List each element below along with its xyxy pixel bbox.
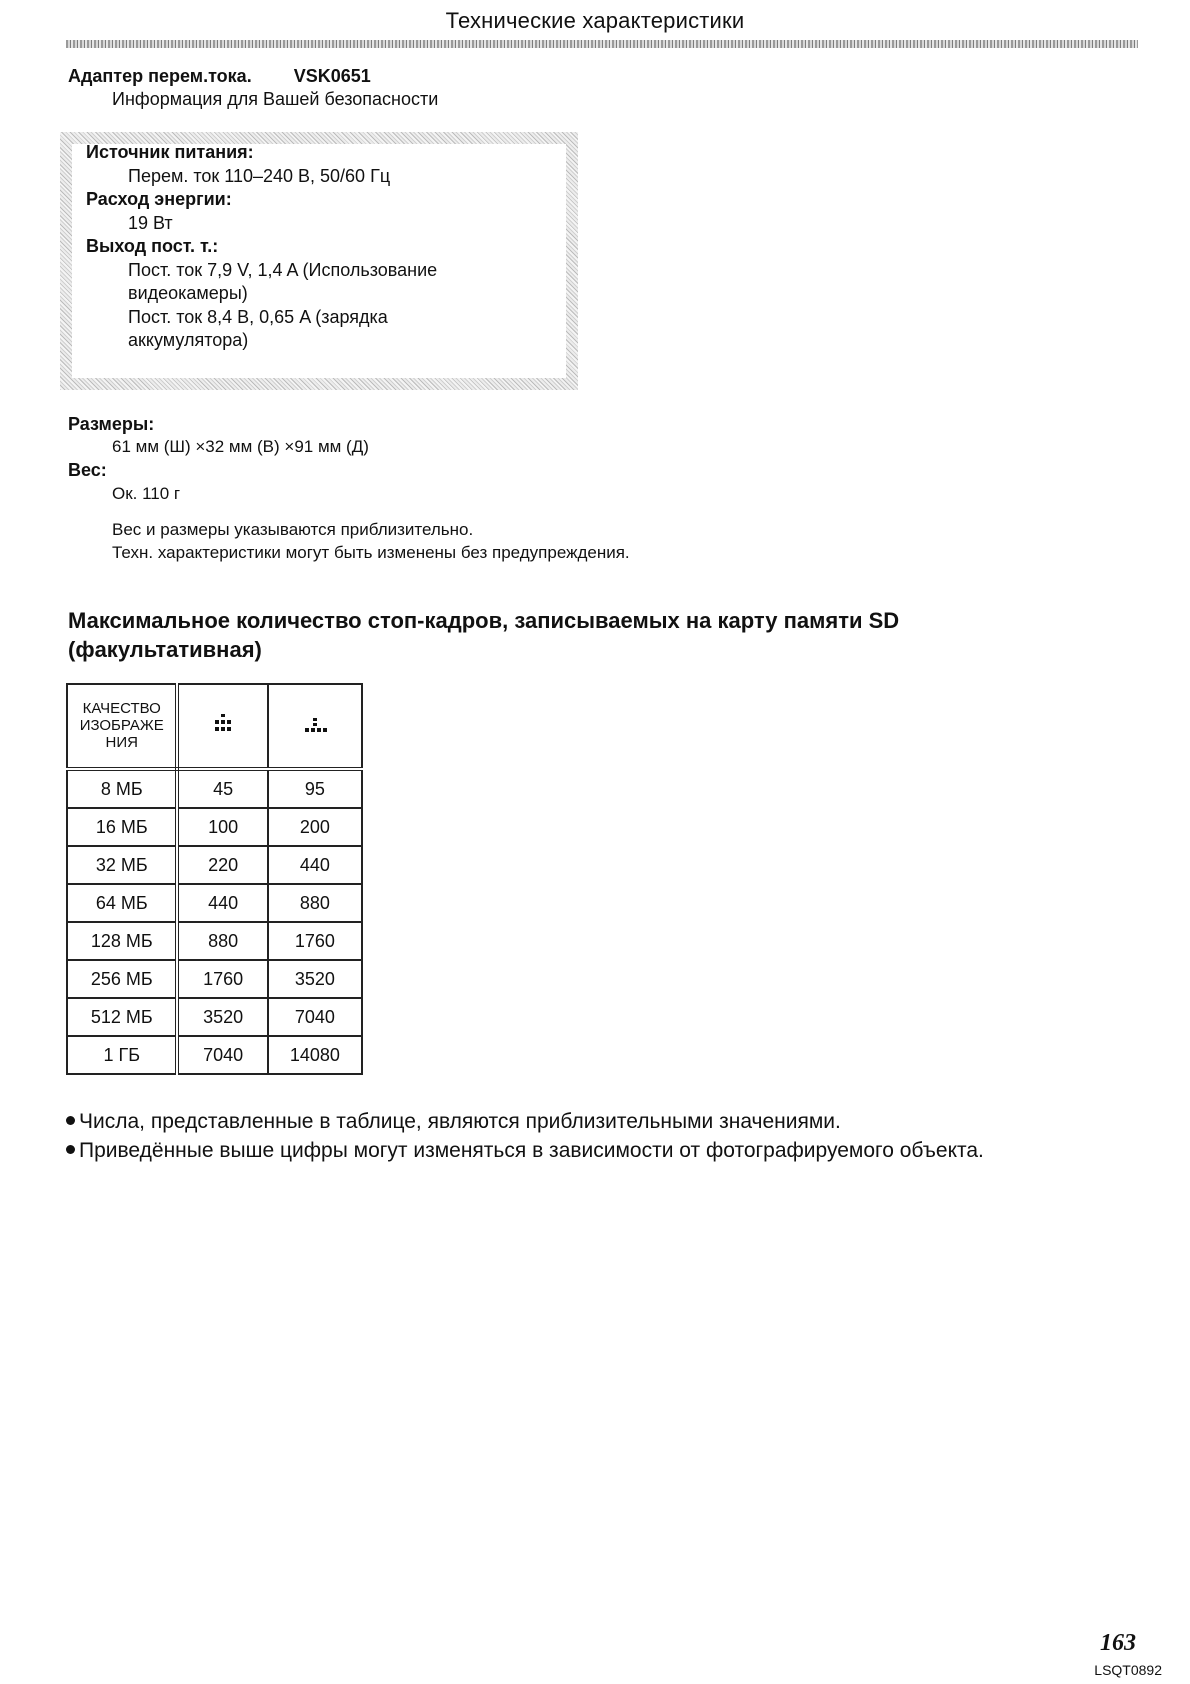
- consumption-value: 19 Вт: [128, 213, 173, 233]
- card-size-cell: 8 МБ: [67, 769, 177, 808]
- table-row: [67, 1036, 362, 1074]
- bullet-text: Приведённые выше цифры могут изменяться в зависимости от фотографируемого объекта.: [79, 1139, 984, 1162]
- page-number: 163: [1100, 1630, 1136, 1656]
- note-changes: Техн. характеристики могут быть изменены без предупреждения.: [112, 543, 630, 562]
- section-title-line-1: Максимальное количество стоп-кадров, записываемых на карту памяти SD: [68, 608, 900, 633]
- normal-count-cell: 3520: [268, 960, 362, 998]
- fine-count-cell: 7040: [177, 1036, 267, 1074]
- quality-header-line-1: КАЧЕСТВО: [82, 700, 161, 717]
- power-source-value: Перем. ток 110–240 В, 50/60 Гц: [128, 166, 391, 186]
- table-row: [67, 922, 362, 960]
- adapter-name: Адаптер перем.тока.: [68, 66, 252, 86]
- normal-count-cell: 880: [268, 884, 362, 922]
- fine-count-cell: 440: [177, 884, 267, 922]
- dimensions-label: Размеры:: [68, 414, 155, 434]
- table-row: [67, 998, 362, 1036]
- adapter-model: VSK0651: [293, 66, 371, 86]
- fine-count-cell: 220: [177, 846, 267, 884]
- weight-label: Вес:: [68, 460, 107, 480]
- bullet-text: Числа, представленные в таблице, являются приблизительными значениями.: [79, 1110, 841, 1133]
- table-row: [67, 960, 362, 998]
- quality-header-label: [80, 700, 164, 751]
- fine-count-cell: 880: [177, 922, 267, 960]
- fine-count-cell: 45: [177, 769, 267, 808]
- section-title: [68, 606, 899, 664]
- card-size-cell: 32 МБ: [67, 846, 177, 884]
- output-label: Выход пост. т.:: [86, 236, 219, 256]
- card-size-cell: 256 МБ: [67, 960, 177, 998]
- card-size-cell: 64 МБ: [67, 884, 177, 922]
- adapter-heading: [68, 66, 371, 87]
- safety-info: Информация для Вашей безопасности: [112, 89, 439, 109]
- table-row: [67, 769, 362, 808]
- normal-count-cell: 14080: [268, 1036, 362, 1074]
- card-size-cell: 16 МБ: [67, 808, 177, 846]
- table-row: [67, 884, 362, 922]
- table-header-row: [67, 684, 362, 769]
- power-source-label: Источник питания:: [86, 142, 254, 162]
- consumption-label: Расход энергии:: [86, 189, 232, 209]
- output-line-4: аккумулятора): [128, 330, 249, 350]
- card-size-cell: 512 МБ: [67, 998, 177, 1036]
- normal-count-cell: 1760: [268, 922, 362, 960]
- page-header-title: Технические характеристики: [445, 8, 745, 33]
- card-size-cell: 128 МБ: [67, 922, 177, 960]
- normal-quality-icon: [300, 711, 330, 737]
- section-title-line-2: (факультативная): [68, 637, 262, 662]
- note-approximate: Вес и размеры указываются приблизительно.: [112, 520, 474, 539]
- normal-count-cell: 7040: [268, 998, 362, 1036]
- fine-quality-icon: [208, 711, 238, 737]
- document-code: LSQT0892: [1094, 1662, 1162, 1678]
- quality-header-line-2: ИЗОБРАЖЕ: [79, 717, 164, 734]
- bullet-dot-icon: [66, 1145, 75, 1154]
- weight-value: Ок. 110 г: [112, 484, 181, 503]
- output-line-1: Пост. ток 7,9 V, 1,4 A (Использование: [128, 260, 438, 280]
- table-row: [67, 808, 362, 846]
- quality-header-line-3: НИЯ: [105, 734, 138, 751]
- header-divider: [66, 40, 1138, 48]
- output-line-3: Пост. ток 8,4 В, 0,65 A (зарядка: [128, 307, 388, 327]
- bullet-item: [66, 1139, 984, 1163]
- bullet-item: [66, 1110, 841, 1134]
- fine-count-cell: 100: [177, 808, 267, 846]
- normal-count-cell: 440: [268, 846, 362, 884]
- card-size-cell: 1 ГБ: [67, 1036, 177, 1074]
- normal-quality-header-cell: [268, 684, 362, 769]
- fine-count-cell: 3520: [177, 998, 267, 1036]
- output-line-2: видеокамеры): [128, 283, 248, 303]
- normal-count-cell: 95: [268, 769, 362, 808]
- normal-count-cell: 200: [268, 808, 362, 846]
- bullet-dot-icon: [66, 1116, 75, 1125]
- fine-count-cell: 1760: [177, 960, 267, 998]
- sd-capacity-table: [66, 683, 363, 1075]
- table-row: [67, 846, 362, 884]
- dimensions-value: 61 мм (Ш) ×32 мм (В) ×91 мм (Д): [112, 437, 369, 456]
- fine-quality-header-cell: [177, 684, 267, 769]
- quality-header-cell: [67, 684, 177, 769]
